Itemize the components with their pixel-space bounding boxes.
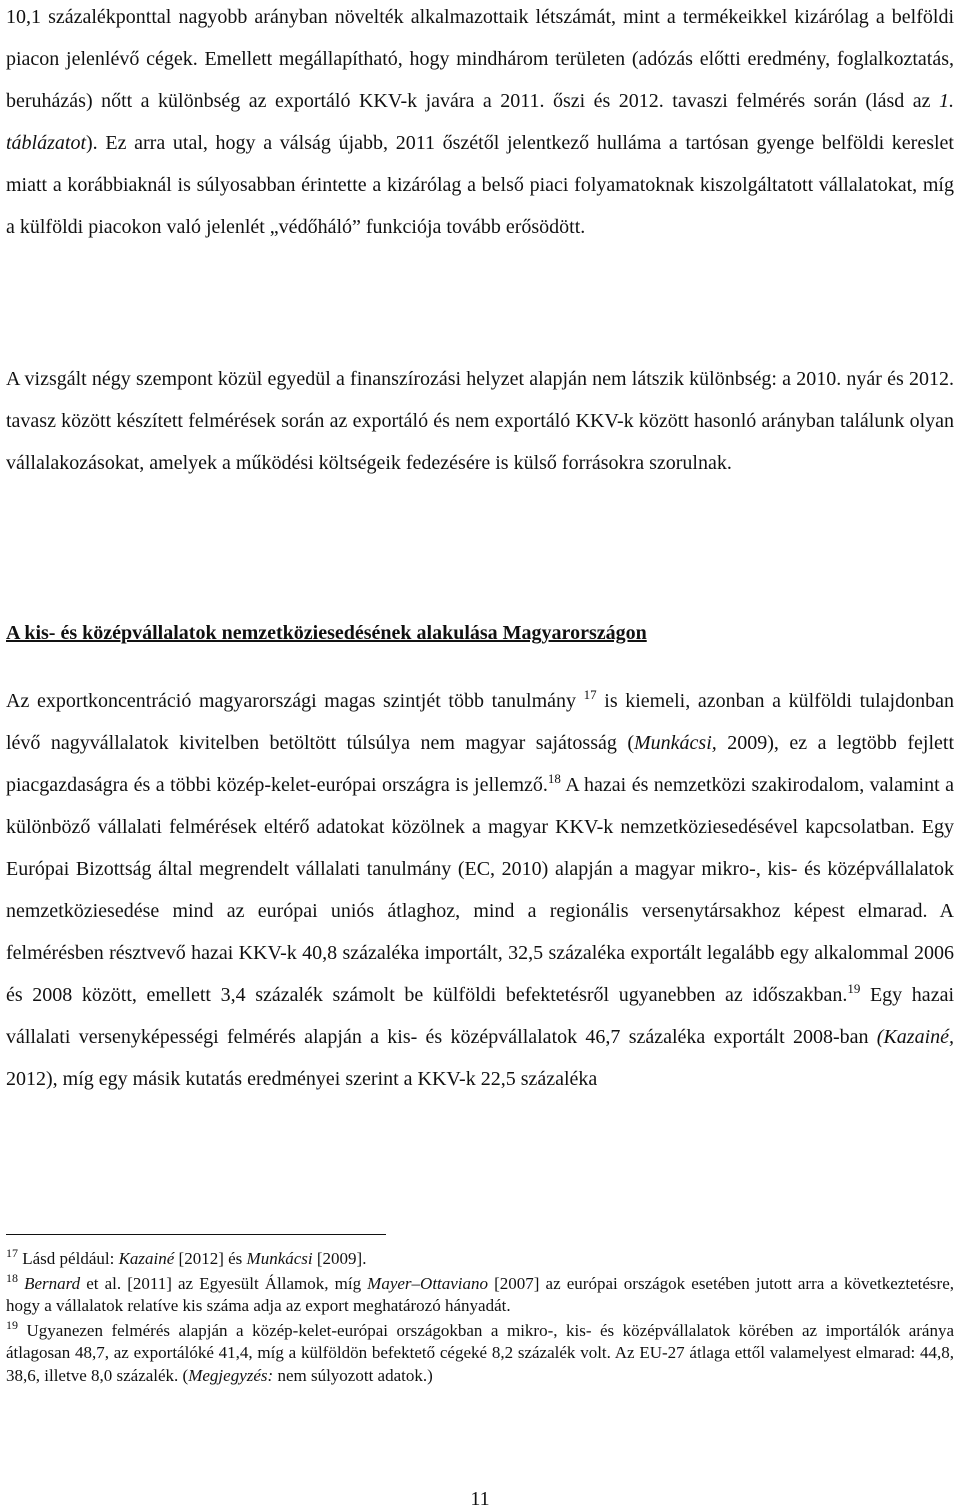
footnote-text: [2007] az európai országok esetében jutott arra a következtetésre, hogy a vállalatok relatíve kis száma adja az export meghatározó hányadát. [6,1273,955,1315]
footnote-ref-19[interactable]: 19 [847,981,861,996]
citation-author: (Kazainé, [876,1026,954,1048]
footnote-ref-18[interactable]: 18 [547,771,561,786]
paragraph-text: Egy hazai vállalati versenyképességi felmérés alapján a kis- és középvállalatok 46,7 százaléka exportált 2008-ban [6,984,954,1048]
paragraph-text: Az exportkoncentráció magyarországi magas szintjét több tanulmány [6,690,584,712]
footnotes [6,1248,954,1389]
footnote-number: 19 [6,1317,18,1332]
footnote-text: nem súlyozott adatok.) [273,1365,433,1385]
footnote-19 [6,1317,954,1388]
citation-author: Mayer–Ottaviano [367,1273,489,1293]
footnote-number: 17 [6,1246,18,1260]
citation-author: Bernard [24,1273,81,1293]
body-paragraph-2: A vizsgált négy szempont közül egyedül a finanszírozási helyzet alapján nem látszik különbség: a 2010. nyár és 2012. tavasz között készített felmérések során az exportáló és nem exportáló KKV-k között hasonló arányban találunk olyan vállalakozásokat, amelyek a működési költségeik fedezésére is külső forrásokra szorulnak. [6,368,954,474]
paragraph-text: ). Ez arra utal, hogy a válság újabb, 2011 őszétől jelentkező hulláma a tartósan gyenge belföldi kereslet miatt a korábbiaknál is súlyosabban érintette a kizárólag a belső piaci folyamatoknak kiszolgáltatott vállalatokat, míg a külföldi piacokon való jelenlét „védőháló” funkciója tovább erősödött. [6,132,954,238]
paragraph-text: 10,1 százalékponttal nagyobb arányban növelték alkalmazottaik létszámát, mint a termékeikkel kizárólag a belföldi piacon jelenlévő cégek. Emellett megállapítható, hogy mindhárom területen (adózás előtti eredmény, foglalkoztatás, beruházás) nőtt a különbség az exportáló KKV-k javára a 2011. őszi és 2012. tavaszi felmérés során (lásd az [6,6,954,112]
table-reference: 1. táblázatot [6,90,954,154]
footnote-note-label: Megjegyzés: [188,1365,274,1385]
paragraph-text: 2009), ez a legtöbb fejlett piacgazdaságra és a többi közép-kelet-európai országra is jellemző. [6,732,955,796]
paragraph-text: 2012), míg egy másik kutatás eredményei szerint a KKV-k 22,5 százaléka [6,1068,598,1090]
footnote-text: Lásd például: [18,1249,119,1268]
paragraph-text: A hazai és nemzetközi szakirodalom, valamint a különböző vállalati felmérések eltérő adatokat közölnek a magyar KKV-k nemzetköziesedésével kapcsolatban. Egy Európai Bizottság által megrendelt vállalati tanulmány (EC, 2010) alapján a magyar mikro-, kis- és középvállalatok nemzetköziesedése mind az európai uniós átlaghoz, mind a regionális versenytársakhoz képest elmarad. A felmérésben résztvevő hazai KKV-k 40,8 százaléka importált, 32,5 százaléka exportált legalább egy alkalommal 2006 és 2008 között, emellett 3,4 százalék számolt be külföldi befektetésről ugyanebben az időszakban. [6,774,954,1006]
footnote-17 [6,1248,954,1271]
footnote-text: [2009]. [312,1249,367,1268]
footnote-18 [6,1270,955,1318]
footnote-divider [6,1234,386,1235]
footnote-text: [2012] és [174,1249,247,1268]
footnote-text: Ugyanezen felmérés alapján a közép-kelet-európai országokban a mikro-, kis- és középvállalatok körében az importálók aránya átlagosan 48,7, az exportálóké 41,4, míg a külföldön befektető cégeké 8,2 százalék volt. Az EU-27 átlaga ettől valamelyest elmarad: 44,8, 38,6, illetve 8,0 százalék. ( [6,1320,954,1385]
paragraph-text: is kiemeli, azonban a külföldi tulajdonban lévő nagyvállalatok kivitelben betöltött túlsúlya nem magyar sajátosság ( [6,690,954,754]
footnote-ref-17[interactable]: 17 [583,687,597,702]
footnote-number: 18 [6,1270,18,1285]
body-paragraph-3 [6,680,954,1100]
citation-author: Munkácsi, [634,732,717,754]
section-heading: A kis- és középvállalatok nemzetköziesedésének alakulása Magyarországon [6,622,647,644]
page-number: 11 [470,1488,490,1510]
citation-author: Kazainé [118,1249,175,1268]
footnote-text: et al. [2011] az Egyesült Államok, míg [80,1273,368,1293]
body-paragraph-1 [6,0,954,248]
citation-author: Munkácsi [246,1249,313,1268]
